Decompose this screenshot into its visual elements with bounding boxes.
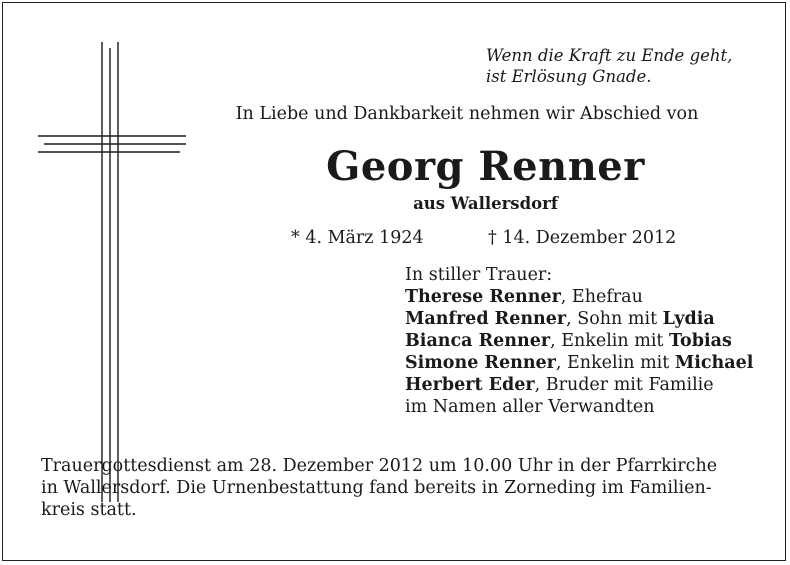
epigraph-line: ist Erlösung Gnade. [486, 67, 652, 86]
mourner-row [405, 286, 753, 308]
mourner-row [405, 330, 753, 352]
mourner-partner: Tobias [669, 331, 732, 351]
epigraph-line: Wenn die Kraft zu Ende geht, [486, 46, 733, 65]
mourner-name: Simone Renner [405, 353, 556, 373]
epigraph [486, 45, 732, 87]
mourner-name: Manfred Renner [405, 309, 567, 329]
mourner-relation: , Enkelin mit [555, 353, 675, 373]
deceased-name: Georg Renner [326, 143, 645, 190]
mourners-closing: im Namen aller Verwandten [405, 397, 655, 417]
mourner-row [405, 308, 753, 330]
intro-text: In Liebe und Dankbarkeit nehmen wir Abschied von [235, 104, 699, 124]
mourner-row [405, 352, 753, 374]
service-line: in Wallersdorf. Die Urnenbestattung fand bereits in Zorneding im Familien- [41, 478, 712, 498]
mourner-name: Herbert Eder [405, 375, 535, 395]
mourner-relation: , Enkelin mit [550, 331, 670, 351]
deceased-origin: aus Wallersdorf [413, 194, 558, 213]
mourners-heading: In stiller Trauer: [405, 265, 553, 285]
mourner-row [405, 374, 753, 396]
service-info [41, 455, 766, 521]
mourner-partner: Lydia [662, 309, 715, 329]
mourner-name: Bianca Renner [405, 331, 551, 351]
death-date: † 14. Dezember 2012 [488, 228, 677, 248]
mourner-relation: , Bruder mit Familie [534, 375, 714, 395]
mourner-partner: Michael [674, 353, 754, 373]
mourners-block [405, 264, 753, 418]
birth-date: * 4. März 1924 [291, 228, 424, 248]
service-line: Trauergottesdienst am 28. Dezember 2012 um 10.00 Uhr in der Pfarrkirche [41, 456, 718, 476]
mourner-relation: , Ehefrau [560, 287, 643, 307]
service-line: kreis statt. [41, 500, 137, 520]
mourner-relation: , Sohn mit [566, 309, 663, 329]
mourner-name: Therese Renner [405, 287, 561, 307]
